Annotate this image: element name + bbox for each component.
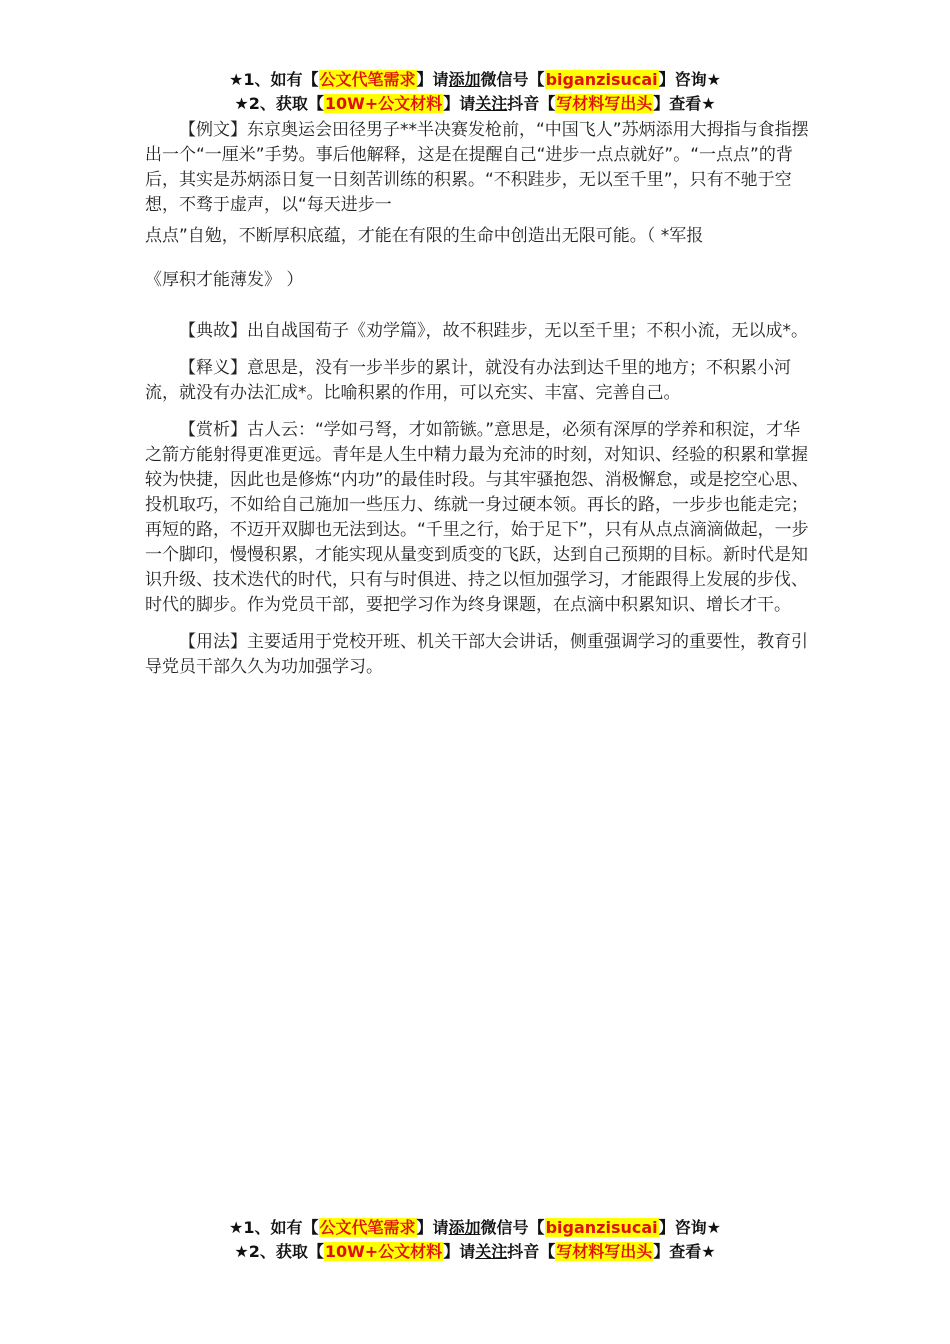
underlined-text: 关注: [475, 94, 508, 113]
banner-text: 】请: [443, 1242, 476, 1261]
underlined-text: 关注: [475, 1242, 508, 1261]
banner-text: 微信号【: [480, 1218, 545, 1237]
banner-text: 2、获取【: [248, 1242, 324, 1261]
footer-line-2: [0, 1240, 950, 1264]
banner-line-1: [0, 68, 950, 92]
highlight-service: 公文代笔需求: [319, 1218, 416, 1237]
banner-text: 抖音【: [507, 1242, 556, 1261]
article-body: [145, 118, 809, 680]
banner-text: 抖音【: [507, 94, 556, 113]
star-icon: ★: [234, 94, 249, 113]
example-source: 《厚积才能薄发》 ）: [145, 270, 304, 290]
meaning-paragraph: 【释义】意思是，没有一步半步的累计，就没有办法到达千里的地方；不积累小河流，就没有办法汇成*。比喻积累的作用，可以充实、丰富、完善自己。: [145, 358, 791, 403]
highlight-materials: 10W+公文材料: [324, 1242, 443, 1261]
star-icon: ★: [229, 70, 244, 89]
allusion-paragraph: 【典故】出自战国荀子《劝学篇》，故不积跬步，无以至千里；不积小流，无以成*。: [179, 321, 808, 341]
banner-text: 2、获取【: [248, 94, 324, 113]
example-paragraph: 【例文】东京奥运会田径男子**半决赛发枪前，“中国飞人”苏炳添用大拇指与食指摆出一个“一厘米”手势。事后他解释，这是在提醒自己“进步一点点就好”。“一点点”的背后，其实是苏炳添日复一日刻苦训练的积累。“不积跬步，无以至千里”，只有不驰于空想，不骛于虚声，以“每天进步一: [145, 120, 809, 215]
banner-text: 】请: [443, 94, 476, 113]
banner-text: 】请: [416, 70, 449, 89]
highlight-wechat-id: biganzisucai: [545, 1218, 658, 1237]
star-icon: ★: [229, 1218, 244, 1237]
highlight-service: 公文代笔需求: [319, 70, 416, 89]
banner-text: 】咨询★: [658, 70, 721, 89]
highlight-douyin-account: 写材料写出头: [556, 94, 653, 113]
highlight-douyin-account: 写材料写出头: [556, 1242, 653, 1261]
underlined-text: 添加: [448, 1218, 481, 1237]
banner-text: 】咨询★: [658, 1218, 721, 1237]
analysis-paragraph: 【赏析】古人云：“学如弓弩，才如箭镞。”意思是，必须有深厚的学养和积淀，才华之箭方能射得更准更远。青年是人生中精力最为充沛的时刻，对知识、经验的积累和掌握较为快捷，因此也是修炼“内功”的最佳时段。与其牢骚抱怨、消极懈怠，或是挖空心思、投机取巧，不如给自己施加一些压力、练就一身过硬本领。再长的路，一步步也能走完；再短的路，不迈开双脚也无法到达。“千里之行，始于足下”，只有从点点滴滴做起，一步一个脚印，慢慢积累，才能实现从量变到质变的飞跃，达到自己预期的目标。新时代是知识升级、技术迭代的时代，只有与时俱进、持之以恒加强学习，才能跟得上发展的步伐、时代的脚步。作为党员干部，要把学习作为终身课题，在点滴中积累知识、增长才干。: [145, 420, 809, 615]
footer-banner: [0, 1216, 950, 1264]
highlight-materials: 10W+公文材料: [324, 94, 443, 113]
banner-text: 】查看★: [653, 94, 716, 113]
underlined-text: 添加: [448, 70, 481, 89]
banner-text: 1、如有【: [243, 70, 319, 89]
banner-text: 微信号【: [480, 70, 545, 89]
star-icon: ★: [234, 1242, 249, 1261]
banner-text: 】请: [416, 1218, 449, 1237]
header-banner: [0, 68, 950, 116]
example-paragraph-continued: 点点”自勉，不断厚积底蕴，才能在有限的生命中创造出无限可能。（ *军报: [145, 226, 704, 246]
footer-line-1: [0, 1216, 950, 1240]
highlight-wechat-id: biganzisucai: [545, 70, 658, 89]
banner-text: 】查看★: [653, 1242, 716, 1261]
banner-line-2: [0, 92, 950, 116]
usage-paragraph: 【用法】主要适用于党校开班、机关干部大会讲话，侧重强调学习的重要性，教育引导党员干部久久为功加强学习。: [145, 632, 808, 677]
banner-text: 1、如有【: [243, 1218, 319, 1237]
